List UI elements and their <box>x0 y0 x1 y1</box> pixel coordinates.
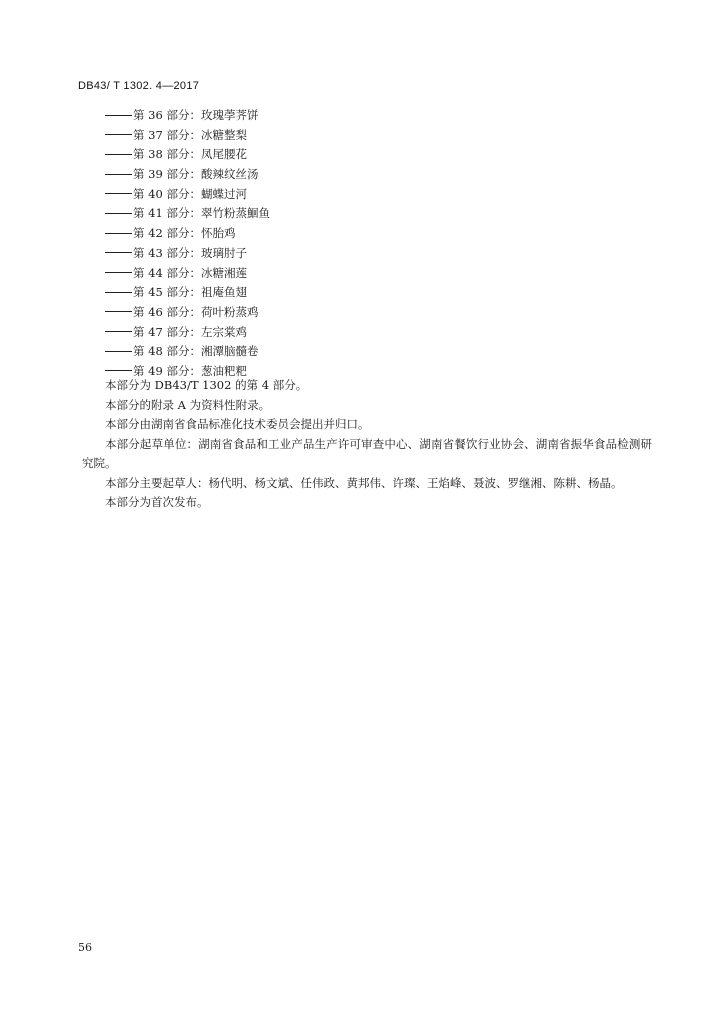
em-dash <box>105 115 132 116</box>
part-number: 第 42 部分： <box>133 226 201 241</box>
em-dash <box>105 351 132 352</box>
em-dash <box>105 252 132 253</box>
part-number: 第 44 部分： <box>133 265 201 280</box>
em-dash <box>105 331 132 332</box>
part-name: 玻璃肘子 <box>200 245 247 260</box>
em-dash <box>105 272 132 273</box>
em-dash <box>105 213 132 214</box>
part-number: 第 47 部分： <box>133 324 201 339</box>
em-dash <box>105 174 132 175</box>
part-name: 翠竹粉蒸鮰鱼 <box>200 206 270 221</box>
part-item <box>105 185 270 205</box>
part-item <box>105 145 270 165</box>
part-number: 第 40 部分： <box>133 186 201 201</box>
part-number: 第 37 部分： <box>133 127 201 142</box>
part-number: 第 39 部分： <box>133 167 201 182</box>
paragraph: 本部分起草单位：湖南省食品和工业产品生产许可审查中心、湖南省餐饮行业协会、湖南省振华食品检测研究院。 <box>82 436 652 470</box>
part-item <box>105 342 270 362</box>
part-name: 冰糖整梨 <box>200 127 247 142</box>
parts-list <box>105 106 270 382</box>
em-dash <box>105 370 132 371</box>
page-number: 56 <box>78 941 92 954</box>
part-item <box>105 303 270 323</box>
em-dash <box>105 311 132 312</box>
paragraph: 本部分主要起草人：杨代明、杨文斌、任伟政、黄邦伟、许璨、王焰峰、聂波、罗继湘、陈耕、杨晶。 <box>105 475 623 490</box>
part-name: 冰糖湘莲 <box>200 265 247 280</box>
paragraph: 本部分由湖南省食品标准化技术委员会提出并归口。 <box>105 417 370 431</box>
part-name: 玫瑰荸荠饼 <box>200 108 259 122</box>
part-item <box>105 224 270 244</box>
em-dash <box>105 292 132 293</box>
part-name: 葱油粑粑 <box>200 363 247 378</box>
part-item <box>105 283 270 303</box>
part-name: 荷叶粉蒸鸡 <box>200 304 259 319</box>
part-name: 怀胎鸡 <box>200 226 236 241</box>
part-number: 第 41 部分： <box>133 206 201 221</box>
paragraph: 本部分的附录 A 为资料性附录。 <box>105 397 271 412</box>
part-item <box>105 126 270 146</box>
document-code: DB43/ T 1302. 4—2017 <box>78 80 200 92</box>
part-item <box>105 204 270 224</box>
body-text <box>82 376 652 513</box>
em-dash <box>105 233 132 234</box>
em-dash <box>105 193 132 194</box>
paragraph: 本部分为首次发布。 <box>105 495 209 509</box>
part-item <box>105 264 270 284</box>
part-item <box>105 323 270 343</box>
em-dash <box>105 134 132 135</box>
paragraph: 本部分为 DB43/T 1302 的第 4 部分。 <box>105 378 308 392</box>
part-number: 第 38 部分： <box>133 147 201 162</box>
part-name: 蝴蝶过河 <box>200 186 247 201</box>
part-item <box>105 244 270 264</box>
part-name: 祖庵鱼翅 <box>200 285 247 300</box>
part-name: 湘潭脑髓卷 <box>200 344 259 359</box>
part-item <box>105 106 270 126</box>
part-number: 第 49 部分： <box>133 363 201 378</box>
part-number: 第 46 部分： <box>133 304 201 319</box>
part-name: 凤尾腰花 <box>200 147 247 162</box>
em-dash <box>105 154 132 155</box>
part-name: 酸辣纹丝汤 <box>200 167 259 182</box>
part-name: 左宗棠鸡 <box>200 324 247 339</box>
part-number: 第 48 部分： <box>133 344 201 359</box>
part-number: 第 45 部分： <box>133 285 201 300</box>
part-item <box>105 165 270 185</box>
part-number: 第 36 部分： <box>133 108 201 122</box>
part-number: 第 43 部分： <box>133 245 201 260</box>
